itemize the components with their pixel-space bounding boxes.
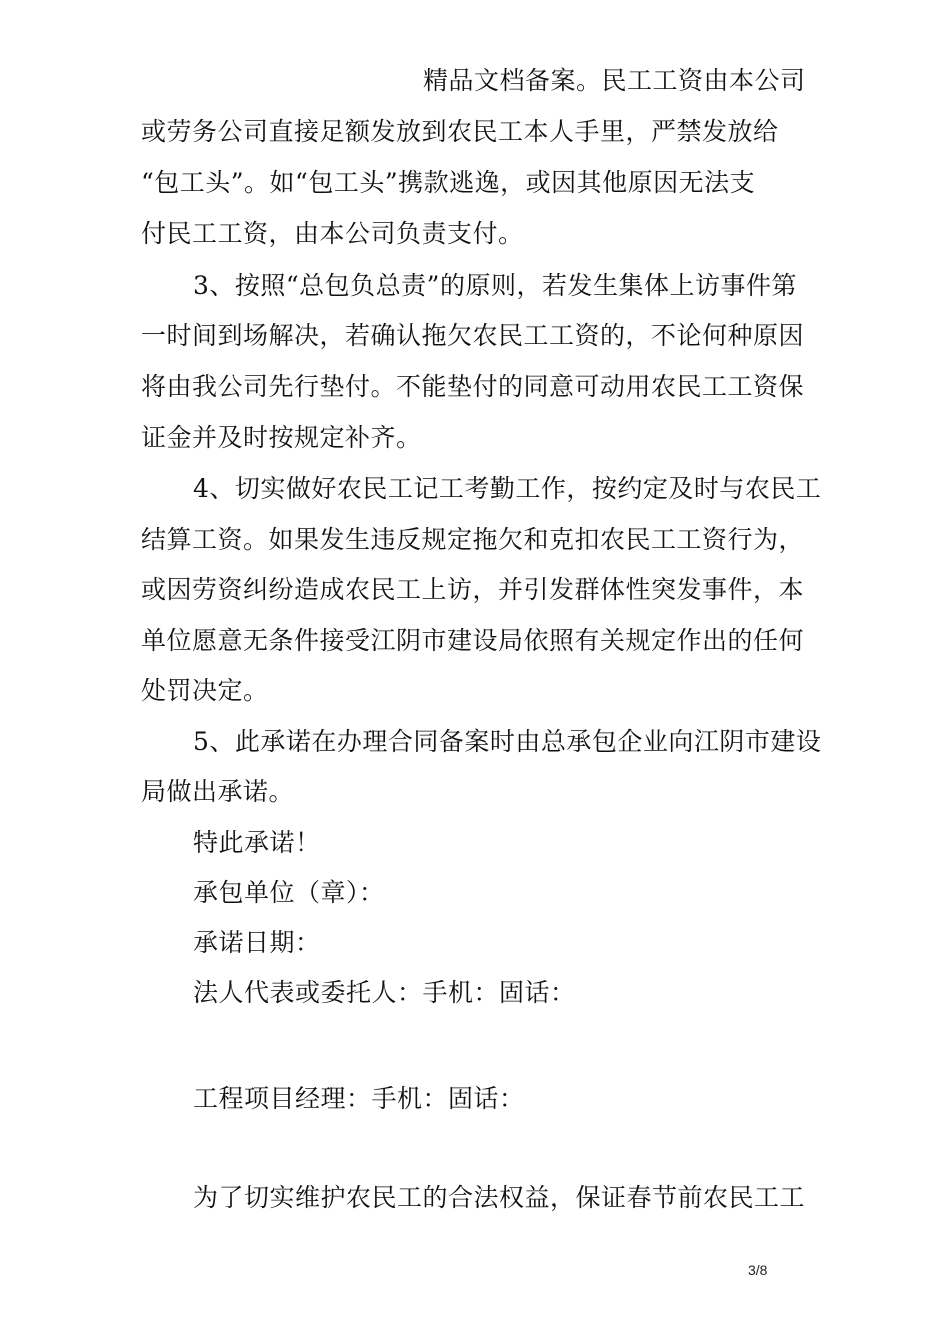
paragraph-line: 证金并及时按规定补齐。 [141, 423, 422, 452]
paragraph-line: 一时间到场解决，若确认拖欠农民工工资的，不论何种原因 [141, 321, 805, 350]
paragraph-line: “包工头”。如“包工头”携款逃逸，或因其他原因无法支 [141, 168, 756, 197]
paragraph-line: 或因劳资纠纷造成农民工上访，并引发群体性突发事件，本 [141, 575, 805, 604]
paragraph-line: 结算工资。如果发生违反规定拖欠和克扣农民工工资行为， [141, 525, 805, 554]
paragraph-line: 或劳务公司直接足额发放到农民工本人手里，严禁发放给 [141, 117, 779, 146]
clause-5-line: 5、此承诺在办理合同备案时由总承包企业向江阴市建设 [193, 727, 822, 756]
pledge-date-label: 承诺日期： [193, 928, 321, 957]
contractor-seal-label: 承包单位（章）： [193, 878, 385, 907]
pledge-statement: 特此承诺！ [193, 828, 321, 857]
legal-rep-contact-label: 法人代表或委托人：手机：固话： [193, 978, 576, 1007]
project-manager-contact-label: 工程项目经理：手机：固话： [193, 1084, 525, 1113]
clause-4-line: 4、切实做好农民工记工考勤工作，按约定及时与农民工 [193, 474, 822, 503]
paragraph-line: 单位愿意无条件接受江阴市建设局依照有关规定作出的任何 [141, 626, 805, 655]
paragraph-line: 精品文档备案。民工工资由本公司 [423, 66, 806, 95]
paragraph-line: 为了切实维护农民工的合法权益，保证春节前农民工工 [193, 1183, 806, 1212]
page-number: 3/8 [748, 1262, 768, 1278]
paragraph-line: 付民工工资，由本公司负责支付。 [141, 219, 524, 248]
paragraph-line: 将由我公司先行垫付。不能垫付的同意可动用农民工工资保 [141, 372, 805, 401]
clause-3-line: 3、按照“总包负总责”的原则，若发生集体上访事件第 [193, 271, 797, 300]
paragraph-line: 处罚决定。 [141, 676, 269, 705]
paragraph-line: 局做出承诺。 [141, 777, 295, 806]
